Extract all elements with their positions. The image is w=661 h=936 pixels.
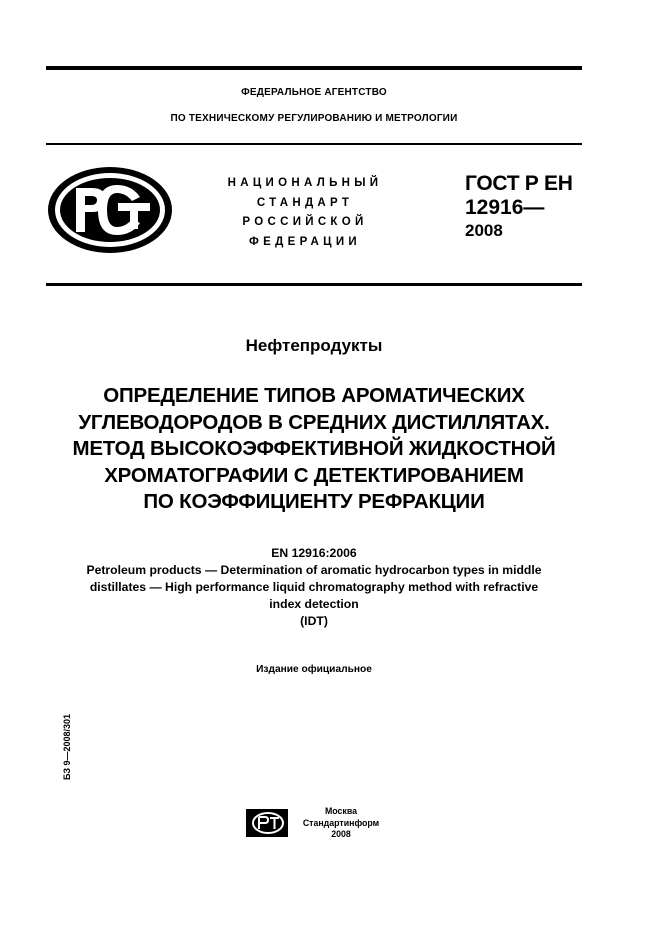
document-title	[40, 383, 588, 516]
publisher-city: Москва	[324, 806, 358, 816]
side-code: БЗ 9—2008/301	[62, 713, 72, 780]
edition-label: Издание официальное	[256, 664, 372, 675]
designation-line-1: ГОСТ Р ЕН	[465, 172, 573, 195]
title-line-2: УГЛЕВОДОРОДОВ В СРЕДНИХ ДИСТИЛЛЯТАХ.	[78, 410, 550, 434]
en-reference	[56, 545, 572, 630]
header-rule	[46, 143, 582, 145]
national-standard-line-1: НАЦИОНАЛЬНЫЙ	[227, 177, 383, 189]
en-title-line-3: index detection	[269, 597, 359, 611]
title-line-1: ОПРЕДЕЛЕНИЕ ТИПОВ АРОМАТИЧЕСКИХ	[103, 384, 525, 407]
publisher-name: Стандартинформ	[302, 817, 380, 828]
title-line-4: ХРОМАТОГРАФИИ С ДЕТЕКТИРОВАНИЕМ	[104, 463, 524, 487]
title-line-3: МЕТОД ВЫСОКОЭФФЕКТИВНОЙ ЖИДКОСТНОЙ	[72, 437, 556, 460]
en-title-line-1: Petroleum products — Determination of aromatic hydrocarbon types in middle	[86, 563, 542, 577]
top-rule	[46, 66, 582, 70]
standartinform-logo-icon	[246, 809, 288, 837]
en-title-line-2: distillates — High performance liquid chromatography method with refractive	[89, 580, 539, 594]
en-code: EN 12916:2006	[271, 546, 357, 560]
designation-year: 2008	[465, 221, 503, 240]
publisher-imprint	[296, 806, 386, 841]
standard-designation	[465, 172, 573, 242]
national-standard-label	[205, 174, 405, 252]
middle-rule	[46, 283, 582, 286]
national-standard-line-2: СТАНДАРТ	[256, 196, 354, 209]
title-line-5: ПО КОЭФФИЦИЕНТУ РЕФРАКЦИИ	[143, 490, 485, 513]
agency-line-2: ПО ТЕХНИЧЕСКОМУ РЕГУЛИРОВАНИЮ И МЕТРОЛОГИИ	[170, 113, 458, 124]
national-standard-line-3: РОССИЙСКОЙ	[242, 216, 368, 228]
designation-line-2: 12916—	[465, 196, 545, 219]
national-standard-line-4: ФЕДЕРАЦИИ	[249, 235, 361, 248]
agency-line-1: ФЕДЕРАЛЬНОЕ АГЕНТСТВО	[241, 87, 387, 98]
rst-logo-icon	[46, 165, 174, 255]
publisher-year: 2008	[331, 829, 351, 839]
en-idt: (IDT)	[300, 614, 328, 628]
subject-heading: Нефтепродукты	[245, 336, 383, 355]
